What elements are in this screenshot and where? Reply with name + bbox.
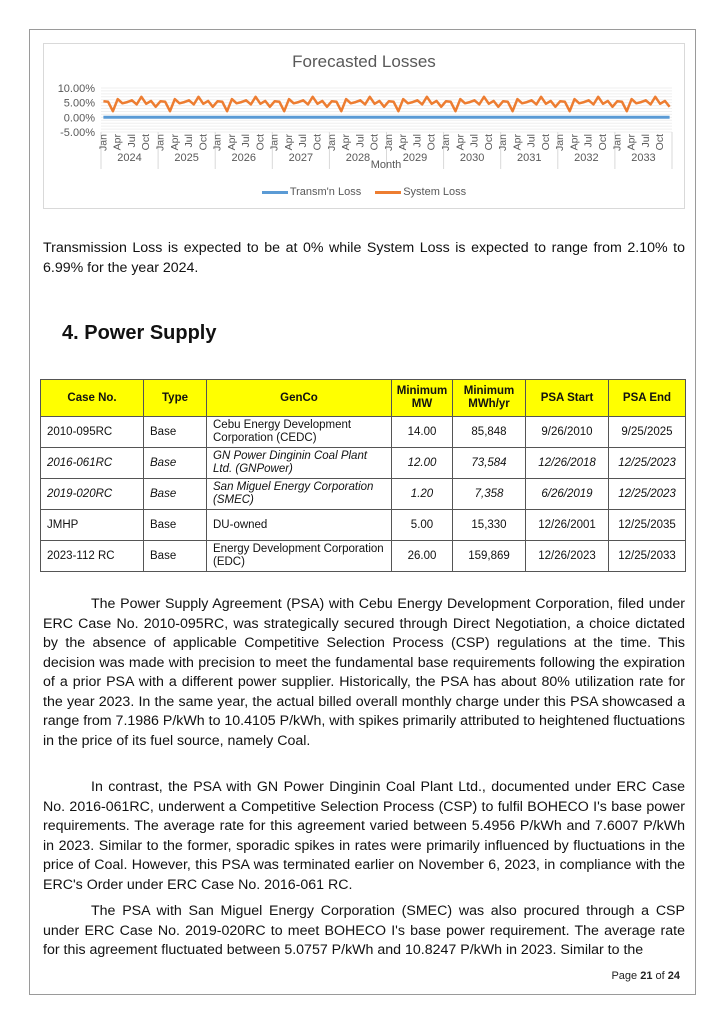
y-tick-label: 0.00% <box>63 112 95 125</box>
cell-case-no: 2016-061RC <box>41 448 144 479</box>
cell-psa-end: 12/25/2023 <box>609 448 686 479</box>
cell-genco: GN Power Dinginin Coal Plant Ltd. (GNPower) <box>207 448 392 479</box>
month-tick-label: Jan <box>268 134 281 151</box>
month-tick-label: Oct <box>311 134 324 151</box>
header-psa-end: PSA End <box>609 380 686 417</box>
month-tick-label: Apr <box>168 134 181 151</box>
year-label: 2024 <box>117 152 142 164</box>
month-tick-label: Jan <box>497 134 510 151</box>
cell-minimum-mw: 1.20 <box>392 479 453 510</box>
power-supply-table <box>40 379 686 572</box>
paragraph-text: The Power Supply Agreement (PSA) with Cebu Energy Development Corporation, filed under ERC Case No. 2010-095RC, was strategically secured through Direct Negotiation, a choice dictated by the absence of applicable Competitive Selection Process (CSP) regulations at the time. This decision was made with precision to meet the fundamental base requirements following the expiration of a prior PSA with a different power supplier. Historically, the PSA has about 80% utilization rate for the year 2023. In the same year, the actual billed overall monthly charge under this PSA showcased a range from 7.1986 P/kWh to 10.4105 P/kWh, with spikes primarily attributed to heightened fluctuations in the price of its fuel source, namely Coal. <box>43 596 685 749</box>
month-tick-label: Apr <box>111 134 124 151</box>
month-tick-label: Jan <box>211 134 224 151</box>
cell-psa-end: 12/25/2035 <box>609 510 686 541</box>
month-tick-label: Jan <box>325 134 338 151</box>
cell-minimum-mwh: 73,584 <box>453 448 526 479</box>
cell-psa-start: 12/26/2001 <box>526 510 609 541</box>
year-label: 2032 <box>574 152 599 164</box>
month-tick-label: Apr <box>454 134 467 151</box>
cell-minimum-mwh: 159,869 <box>453 541 526 572</box>
cell-minimum-mw: 12.00 <box>392 448 453 479</box>
paragraph-gnpower <box>43 778 685 895</box>
cell-minimum-mwh: 7,358 <box>453 479 526 510</box>
cell-case-no: 2023-112 RC <box>41 541 144 572</box>
paragraph-cedc <box>43 595 685 751</box>
legend-system-loss <box>375 186 466 198</box>
cell-genco: Energy Development Corporation (EDC) <box>207 541 392 572</box>
cell-type: Base <box>144 479 207 510</box>
header-type: Type <box>144 380 207 417</box>
cell-psa-end: 12/25/2033 <box>609 541 686 572</box>
chart-legend <box>44 186 684 198</box>
chart-title: Forecasted Losses <box>292 52 436 71</box>
year-label: 2028 <box>345 152 371 164</box>
cell-genco: Cebu Energy Development Corporation (CEDC) <box>207 417 392 448</box>
table-row <box>41 448 686 479</box>
month-tick-label: Jul <box>240 134 253 148</box>
month-tick-label: Jul <box>411 134 424 148</box>
cell-psa-end: 9/25/2025 <box>609 417 686 448</box>
year-label: 2033 <box>631 152 656 164</box>
year-label: 2031 <box>517 152 542 164</box>
year-label: 2030 <box>459 152 485 164</box>
cell-case-no: 2010-095RC <box>41 417 144 448</box>
page-number <box>611 970 680 982</box>
cell-case-no: 2019-020RC <box>41 479 144 510</box>
x-axis-label: Month <box>370 159 402 171</box>
month-tick-label: Jan <box>382 134 395 151</box>
month-tick-label: Apr <box>282 134 295 151</box>
legend-label: Transm'n Loss <box>289 186 362 198</box>
paragraph-smec <box>43 902 685 961</box>
month-tick-label: Jul <box>354 134 367 148</box>
month-tick-label: Apr <box>397 134 410 151</box>
cell-minimum-mw: 14.00 <box>392 417 453 448</box>
month-tick-label: Oct <box>597 134 610 151</box>
month-tick-label: Oct <box>140 134 153 151</box>
forecasted-losses-chart <box>43 43 685 209</box>
header-minimum-mwh: Minimum MWh/yr <box>453 380 526 417</box>
table-row <box>41 541 686 572</box>
legend-transmission-loss <box>262 186 361 198</box>
section-heading: 4. Power Supply <box>62 322 217 344</box>
page-prefix: Page <box>611 970 641 982</box>
cell-type: Base <box>144 510 207 541</box>
header-minimum-mw: Minimum MW <box>392 380 453 417</box>
year-label: 2029 <box>402 152 428 164</box>
legend-line-icon <box>375 191 401 194</box>
month-tick-label: Oct <box>654 134 667 151</box>
month-tick-label: Apr <box>625 134 638 151</box>
month-tick-label: Apr <box>340 134 353 151</box>
page-total: 24 <box>667 970 680 982</box>
losses-summary: Transmission Loss is expected to be at 0% while System Loss is expected to range from 2.10% to 6.99% for the year 2024. <box>43 240 685 276</box>
legend-line-icon <box>262 191 288 194</box>
cell-psa-start: 6/26/2019 <box>526 479 609 510</box>
y-tick-label: 10.00% <box>57 83 95 95</box>
table-row <box>41 510 686 541</box>
month-tick-label: Oct <box>254 134 267 151</box>
month-tick-label: Jan <box>439 134 452 151</box>
month-tick-label: Apr <box>511 134 524 151</box>
cell-case-no: JMHP <box>41 510 144 541</box>
cell-type: Base <box>144 541 207 572</box>
month-tick-label: Jul <box>639 134 652 148</box>
cell-psa-start: 9/26/2010 <box>526 417 609 448</box>
paragraph-text: The PSA with San Miguel Energy Corporation (SMEC) was also procured through a CSP under ERC Case No. 2019-020RC to meet BOHECO I's base power requirement. The average rate for this agreement fluctuated between 5.0757 P/kWh and 10.8247 P/kWh in 2023. Similar to the <box>43 903 685 958</box>
table-row <box>41 479 686 510</box>
month-tick-label: Jul <box>468 134 481 148</box>
month-tick-label: Apr <box>568 134 581 151</box>
paragraph-text: In contrast, the PSA with GN Power Dinginin Coal Plant Ltd., documented under ERC Case No. 2016-061RC, underwent a Competitive Selection Process (CSP) to fulfil BOHECO I's base power requirements. The average rate for this agreement varied between 5.4956 P/kWh and 7.6007 P/kWh in 2023. Similar to the former, sporadic spikes in rates were primarily influenced by fluctuations in the price of Coal. However, this PSA was terminated earlier on November 6, 2023, in compliance with the ERC's Order under ERC Case No. 2016-061 RC. <box>43 779 685 893</box>
month-tick-label: Oct <box>197 134 210 151</box>
month-tick-label: Apr <box>225 134 238 151</box>
month-tick-label: Jul <box>125 134 138 148</box>
cell-minimum-mw: 5.00 <box>392 510 453 541</box>
month-tick-label: Oct <box>482 134 495 151</box>
month-tick-label: Jul <box>525 134 538 148</box>
month-tick-label: Jan <box>97 134 110 151</box>
cell-psa-end: 12/25/2023 <box>609 479 686 510</box>
year-label: 2027 <box>288 152 314 164</box>
page-current: 21 <box>640 970 653 982</box>
y-tick-label: 5.00% <box>63 97 95 110</box>
y-tick-label: -5.00% <box>60 127 95 139</box>
system-loss-line <box>103 97 669 111</box>
header-psa-start: PSA Start <box>526 380 609 417</box>
header-genco: GenCo <box>207 380 392 417</box>
cell-minimum-mw: 26.00 <box>392 541 453 572</box>
cell-type: Base <box>144 417 207 448</box>
month-tick-label: Oct <box>368 134 381 151</box>
cell-genco: DU-owned <box>207 510 392 541</box>
header-case-no: Case No. <box>41 380 144 417</box>
cell-psa-start: 12/26/2023 <box>526 541 609 572</box>
cell-type: Base <box>144 448 207 479</box>
year-label: 2025 <box>174 152 199 164</box>
month-tick-label: Jul <box>183 134 196 148</box>
cell-minimum-mwh: 85,848 <box>453 417 526 448</box>
month-tick-label: Jan <box>554 134 567 151</box>
month-tick-label: Jul <box>297 134 310 148</box>
year-label: 2026 <box>231 152 256 164</box>
table-header-row <box>41 380 686 417</box>
month-tick-label: Jul <box>582 134 595 148</box>
month-tick-label: Oct <box>539 134 552 151</box>
cell-psa-start: 12/26/2018 <box>526 448 609 479</box>
page-middle: of <box>652 970 668 982</box>
legend-label: System Loss <box>403 186 467 198</box>
table-row <box>41 417 686 448</box>
cell-minimum-mwh: 15,330 <box>453 510 526 541</box>
month-tick-label: Jan <box>154 134 167 151</box>
month-tick-label: Jan <box>611 134 624 151</box>
month-tick-label: Oct <box>425 134 438 151</box>
cell-genco: San Miguel Energy Corporation (SMEC) <box>207 479 392 510</box>
